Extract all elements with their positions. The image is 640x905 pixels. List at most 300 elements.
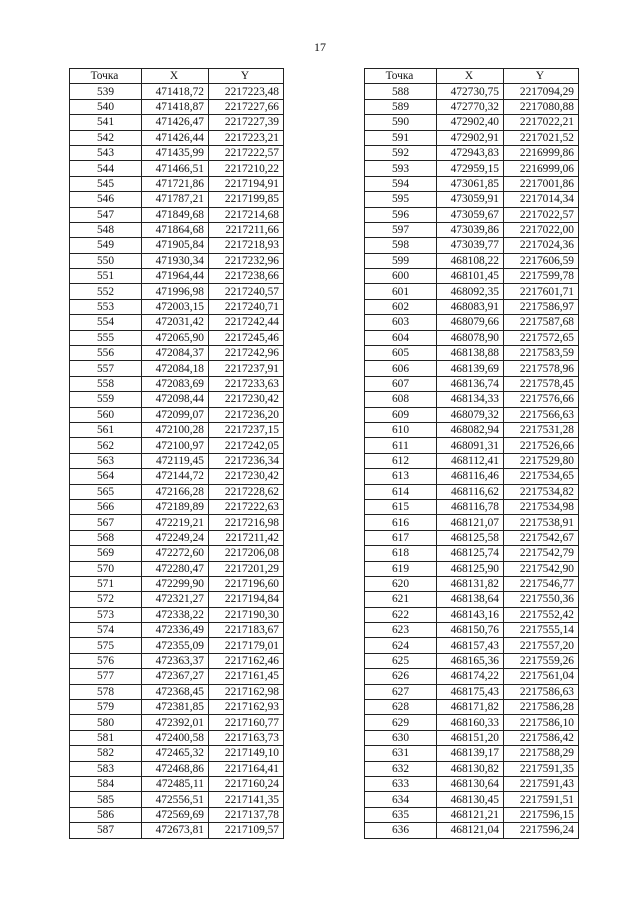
- cell-y: 2217218,93: [209, 238, 284, 253]
- cell-x: 472119,45: [142, 453, 209, 468]
- cell-y: 2217245,46: [209, 330, 284, 345]
- cell-point: 581: [70, 730, 142, 745]
- table-row: [365, 561, 579, 576]
- cell-y: 2217080,88: [504, 99, 579, 114]
- cell-x: 472673,81: [142, 823, 209, 838]
- table-row: [70, 376, 284, 391]
- cell-x: 473039,77: [437, 238, 504, 253]
- cell-point: 606: [365, 361, 437, 376]
- cell-point: 550: [70, 253, 142, 268]
- cell-y: 2217586,97: [504, 299, 579, 314]
- table-row: [365, 469, 579, 484]
- table-row: [365, 792, 579, 807]
- cell-point: 566: [70, 499, 142, 514]
- cell-point: 562: [70, 438, 142, 453]
- cell-point: 559: [70, 392, 142, 407]
- cell-point: 632: [365, 761, 437, 776]
- cell-point: 544: [70, 161, 142, 176]
- cell-y: 2217149,10: [209, 746, 284, 761]
- cell-point: 596: [365, 207, 437, 222]
- table-row: [365, 499, 579, 514]
- table-row: [70, 207, 284, 222]
- cell-point: 585: [70, 792, 142, 807]
- table-row: [70, 515, 284, 530]
- cell-point: 625: [365, 653, 437, 668]
- header-x: X: [142, 69, 209, 84]
- table-body-right: [365, 84, 579, 838]
- table-row: [70, 176, 284, 191]
- cell-x: 472299,90: [142, 576, 209, 591]
- cell-point: 549: [70, 238, 142, 253]
- cell-point: 621: [365, 592, 437, 607]
- cell-point: 595: [365, 192, 437, 207]
- cell-y: 2217022,21: [504, 115, 579, 130]
- cell-x: 472368,45: [142, 684, 209, 699]
- cell-x: 468101,45: [437, 269, 504, 284]
- cell-x: 468143,16: [437, 607, 504, 622]
- cell-x: 472569,69: [142, 807, 209, 822]
- cell-x: 468079,32: [437, 407, 504, 422]
- cell-point: 555: [70, 330, 142, 345]
- cell-point: 560: [70, 407, 142, 422]
- cell-x: 472065,90: [142, 330, 209, 345]
- header-y: Y: [504, 69, 579, 84]
- table-row: [365, 638, 579, 653]
- cell-y: 2217227,39: [209, 115, 284, 130]
- table-row: [70, 623, 284, 638]
- cell-y: 2217230,42: [209, 392, 284, 407]
- cell-point: 590: [365, 115, 437, 130]
- table-row: [365, 222, 579, 237]
- table-row: [70, 669, 284, 684]
- cell-x: 472355,09: [142, 638, 209, 653]
- header-x: X: [437, 69, 504, 84]
- cell-y: 2217606,59: [504, 253, 579, 268]
- cell-y: 2217240,71: [209, 299, 284, 314]
- table-row: [365, 253, 579, 268]
- cell-y: 2217601,71: [504, 284, 579, 299]
- cell-y: 2217233,63: [209, 376, 284, 391]
- cell-y: 2217591,43: [504, 776, 579, 791]
- table-row: [365, 623, 579, 638]
- cell-point: 630: [365, 730, 437, 745]
- table-row: [365, 592, 579, 607]
- cell-point: 540: [70, 99, 142, 114]
- table-row: [70, 746, 284, 761]
- cell-y: 2217211,66: [209, 222, 284, 237]
- table-row: [70, 438, 284, 453]
- cell-y: 2217190,30: [209, 607, 284, 622]
- cell-x: 472219,21: [142, 515, 209, 530]
- cell-x: 471864,68: [142, 222, 209, 237]
- cell-point: 614: [365, 484, 437, 499]
- cell-x: 468121,21: [437, 807, 504, 822]
- cell-x: 473059,67: [437, 207, 504, 222]
- table-row: [365, 84, 579, 99]
- cell-x: 468116,62: [437, 484, 504, 499]
- cell-y: 2217024,36: [504, 238, 579, 253]
- cell-point: 557: [70, 361, 142, 376]
- table-row: [70, 238, 284, 253]
- table-row: [365, 607, 579, 622]
- cell-y: 2217240,57: [209, 284, 284, 299]
- cell-point: 543: [70, 145, 142, 160]
- cell-y: 2217587,68: [504, 315, 579, 330]
- header-point: Точка: [70, 69, 142, 84]
- table-row: [365, 669, 579, 684]
- cell-x: 472730,75: [437, 84, 504, 99]
- table-row: [70, 546, 284, 561]
- cell-x: 472468,86: [142, 761, 209, 776]
- cell-y: 2217591,35: [504, 761, 579, 776]
- cell-y: 2217586,42: [504, 730, 579, 745]
- cell-point: 558: [70, 376, 142, 391]
- cell-x: 472321,27: [142, 592, 209, 607]
- cell-x: 472189,89: [142, 499, 209, 514]
- cell-point: 577: [70, 669, 142, 684]
- cell-x: 472280,47: [142, 561, 209, 576]
- cell-point: 552: [70, 284, 142, 299]
- cell-x: 468125,90: [437, 561, 504, 576]
- cell-y: 2217223,48: [209, 84, 284, 99]
- cell-point: 575: [70, 638, 142, 653]
- table-row: [70, 792, 284, 807]
- table-row: [70, 561, 284, 576]
- cell-point: 635: [365, 807, 437, 822]
- cell-y: 2217162,46: [209, 653, 284, 668]
- table-row: [70, 346, 284, 361]
- cell-y: 2217162,93: [209, 700, 284, 715]
- cell-y: 2217141,35: [209, 792, 284, 807]
- cell-x: 473059,91: [437, 192, 504, 207]
- cell-y: 2217578,96: [504, 361, 579, 376]
- cell-x: 468138,88: [437, 346, 504, 361]
- cell-point: 602: [365, 299, 437, 314]
- table-row: [70, 99, 284, 114]
- coordinates-table-left: [69, 68, 284, 839]
- cell-point: 570: [70, 561, 142, 576]
- table-row: [70, 484, 284, 499]
- cell-point: 546: [70, 192, 142, 207]
- cell-y: 2217238,66: [209, 269, 284, 284]
- table-row: [365, 207, 579, 222]
- cell-point: 608: [365, 392, 437, 407]
- table-row: [70, 222, 284, 237]
- cell-x: 472003,15: [142, 299, 209, 314]
- cell-x: 471721,86: [142, 176, 209, 191]
- cell-y: 2217216,98: [209, 515, 284, 530]
- cell-y: 2217552,42: [504, 607, 579, 622]
- table-row: [365, 145, 579, 160]
- cell-y: 2217542,67: [504, 530, 579, 545]
- cell-x: 472943,83: [437, 145, 504, 160]
- table-row: [70, 392, 284, 407]
- cell-y: 2217242,96: [209, 346, 284, 361]
- cell-point: 591: [365, 130, 437, 145]
- cell-x: 473061,85: [437, 176, 504, 191]
- cell-y: 2217022,00: [504, 222, 579, 237]
- header-row: [70, 69, 284, 84]
- cell-x: 471930,34: [142, 253, 209, 268]
- cell-y: 2217022,57: [504, 207, 579, 222]
- cell-y: 2217094,29: [504, 84, 579, 99]
- cell-y: 2217588,29: [504, 746, 579, 761]
- table-row: [365, 161, 579, 176]
- cell-point: 627: [365, 684, 437, 699]
- cell-point: 589: [365, 99, 437, 114]
- cell-y: 2217576,66: [504, 392, 579, 407]
- table-row: [70, 684, 284, 699]
- cell-x: 468139,17: [437, 746, 504, 761]
- cell-point: 616: [365, 515, 437, 530]
- cell-y: 2217534,98: [504, 499, 579, 514]
- table-row: [70, 576, 284, 591]
- cell-y: 2217194,84: [209, 592, 284, 607]
- cell-point: 626: [365, 669, 437, 684]
- cell-y: 2217137,78: [209, 807, 284, 822]
- cell-x: 471849,68: [142, 207, 209, 222]
- table-row: [365, 269, 579, 284]
- header-y: Y: [209, 69, 284, 84]
- table-row: [365, 700, 579, 715]
- cell-point: 563: [70, 453, 142, 468]
- cell-point: 547: [70, 207, 142, 222]
- cell-y: 2217596,24: [504, 823, 579, 838]
- cell-point: 548: [70, 222, 142, 237]
- table-row: [70, 700, 284, 715]
- cell-y: 2217596,15: [504, 807, 579, 822]
- cell-x: 471905,84: [142, 238, 209, 253]
- cell-point: 598: [365, 238, 437, 253]
- table-row: [70, 361, 284, 376]
- table-row: [365, 361, 579, 376]
- cell-x: 468116,78: [437, 499, 504, 514]
- cell-y: 2217242,05: [209, 438, 284, 453]
- cell-y: 2217546,77: [504, 576, 579, 591]
- table-row: [70, 130, 284, 145]
- cell-point: 561: [70, 422, 142, 437]
- cell-x: 468121,04: [437, 823, 504, 838]
- cell-y: 2217236,20: [209, 407, 284, 422]
- cell-point: 564: [70, 469, 142, 484]
- cell-point: 636: [365, 823, 437, 838]
- table-row: [365, 376, 579, 391]
- cell-x: 468092,35: [437, 284, 504, 299]
- cell-point: 620: [365, 576, 437, 591]
- cell-x: 468157,43: [437, 638, 504, 653]
- table-body-left: [70, 84, 284, 838]
- cell-y: 2217211,42: [209, 530, 284, 545]
- cell-y: 2217557,20: [504, 638, 579, 653]
- cell-point: 600: [365, 269, 437, 284]
- cell-point: 554: [70, 315, 142, 330]
- cell-point: 580: [70, 715, 142, 730]
- cell-y: 2217232,96: [209, 253, 284, 268]
- cell-x: 472249,24: [142, 530, 209, 545]
- table-row: [365, 715, 579, 730]
- cell-y: 2217542,90: [504, 561, 579, 576]
- cell-x: 472381,85: [142, 700, 209, 715]
- cell-point: 582: [70, 746, 142, 761]
- cell-y: 2217163,73: [209, 730, 284, 745]
- cell-x: 472363,37: [142, 653, 209, 668]
- table-row: [365, 99, 579, 114]
- cell-point: 551: [70, 269, 142, 284]
- table-row: [365, 653, 579, 668]
- cell-y: 2217529,80: [504, 453, 579, 468]
- cell-point: 623: [365, 623, 437, 638]
- cell-y: 2217534,65: [504, 469, 579, 484]
- table-row: [70, 330, 284, 345]
- table-row: [70, 84, 284, 99]
- table-row: [70, 776, 284, 791]
- cell-point: 542: [70, 130, 142, 145]
- cell-x: 468130,82: [437, 761, 504, 776]
- cell-point: 604: [365, 330, 437, 345]
- table-row: [365, 392, 579, 407]
- cell-y: 2216999,06: [504, 161, 579, 176]
- table-row: [70, 469, 284, 484]
- table-row: [70, 715, 284, 730]
- cell-y: 2217206,08: [209, 546, 284, 561]
- cell-point: 553: [70, 299, 142, 314]
- cell-y: 2217021,52: [504, 130, 579, 145]
- cell-point: 610: [365, 422, 437, 437]
- cell-y: 2217210,22: [209, 161, 284, 176]
- cell-point: 592: [365, 145, 437, 160]
- cell-x: 472465,32: [142, 746, 209, 761]
- cell-y: 2217227,66: [209, 99, 284, 114]
- cell-x: 472556,51: [142, 792, 209, 807]
- cell-point: 584: [70, 776, 142, 791]
- cell-point: 588: [365, 84, 437, 99]
- cell-x: 468134,33: [437, 392, 504, 407]
- cell-x: 468131,82: [437, 576, 504, 591]
- table-row: [365, 407, 579, 422]
- cell-x: 472400,58: [142, 730, 209, 745]
- cell-x: 468171,82: [437, 700, 504, 715]
- cell-x: 472166,28: [142, 484, 209, 499]
- cell-y: 2217230,42: [209, 469, 284, 484]
- cell-point: 574: [70, 623, 142, 638]
- cell-point: 569: [70, 546, 142, 561]
- cell-point: 605: [365, 346, 437, 361]
- cell-x: 471418,87: [142, 99, 209, 114]
- cell-point: 541: [70, 115, 142, 130]
- table-row: [70, 115, 284, 130]
- cell-y: 2217242,44: [209, 315, 284, 330]
- cell-point: 628: [365, 700, 437, 715]
- table-row: [365, 438, 579, 453]
- page-number: 17: [314, 40, 326, 54]
- cell-x: 471964,44: [142, 269, 209, 284]
- cell-point: 583: [70, 761, 142, 776]
- table-row: [70, 453, 284, 468]
- cell-point: 633: [365, 776, 437, 791]
- cell-y: 2217566,63: [504, 407, 579, 422]
- cell-x: 472770,32: [437, 99, 504, 114]
- cell-x: 472098,44: [142, 392, 209, 407]
- table-row: [365, 330, 579, 345]
- cell-point: 587: [70, 823, 142, 838]
- cell-x: 468139,69: [437, 361, 504, 376]
- table-row: [70, 192, 284, 207]
- cell-y: 2216999,86: [504, 145, 579, 160]
- cell-x: 471466,51: [142, 161, 209, 176]
- cell-y: 2217222,57: [209, 145, 284, 160]
- cell-y: 2217599,78: [504, 269, 579, 284]
- table-row: [365, 453, 579, 468]
- cell-point: 622: [365, 607, 437, 622]
- cell-point: 618: [365, 546, 437, 561]
- table-row: [365, 315, 579, 330]
- cell-x: 472100,97: [142, 438, 209, 453]
- cell-point: 539: [70, 84, 142, 99]
- table-row: [365, 422, 579, 437]
- cell-y: 2217179,01: [209, 638, 284, 653]
- cell-x: 472100,28: [142, 422, 209, 437]
- cell-y: 2217583,59: [504, 346, 579, 361]
- cell-x: 468108,22: [437, 253, 504, 268]
- table-row: [70, 299, 284, 314]
- cell-y: 2217164,41: [209, 761, 284, 776]
- cell-y: 2217223,21: [209, 130, 284, 145]
- cell-y: 2217572,65: [504, 330, 579, 345]
- cell-y: 2217538,91: [504, 515, 579, 530]
- table-row: [70, 253, 284, 268]
- table-row: [70, 761, 284, 776]
- cell-x: 472084,37: [142, 346, 209, 361]
- cell-x: 468130,45: [437, 792, 504, 807]
- cell-x: 472336,49: [142, 623, 209, 638]
- cell-y: 2217531,28: [504, 422, 579, 437]
- cell-y: 2217228,62: [209, 484, 284, 499]
- cell-x: 472084,18: [142, 361, 209, 376]
- cell-point: 629: [365, 715, 437, 730]
- table-row: [365, 746, 579, 761]
- cell-x: 472959,15: [437, 161, 504, 176]
- cell-x: 472485,11: [142, 776, 209, 791]
- table-row: [365, 299, 579, 314]
- cell-point: 578: [70, 684, 142, 699]
- cell-point: 611: [365, 438, 437, 453]
- cell-y: 2217236,34: [209, 453, 284, 468]
- table-row: [365, 192, 579, 207]
- cell-x: 468091,31: [437, 438, 504, 453]
- cell-y: 2217194,91: [209, 176, 284, 191]
- table-row: [70, 161, 284, 176]
- cell-x: 473039,86: [437, 222, 504, 237]
- cell-y: 2217526,66: [504, 438, 579, 453]
- cell-y: 2217578,45: [504, 376, 579, 391]
- table-row: [70, 407, 284, 422]
- table-row: [365, 176, 579, 191]
- cell-x: 472144,72: [142, 469, 209, 484]
- cell-x: 471426,47: [142, 115, 209, 130]
- cell-x: 471996,98: [142, 284, 209, 299]
- cell-y: 2217014,34: [504, 192, 579, 207]
- cell-y: 2217550,36: [504, 592, 579, 607]
- table-row: [70, 315, 284, 330]
- cell-y: 2217555,14: [504, 623, 579, 638]
- cell-x: 472272,60: [142, 546, 209, 561]
- table-row: [365, 346, 579, 361]
- cell-x: 468130,64: [437, 776, 504, 791]
- cell-point: 609: [365, 407, 437, 422]
- cell-x: 468175,43: [437, 684, 504, 699]
- cell-x: 468078,90: [437, 330, 504, 345]
- cell-y: 2217542,79: [504, 546, 579, 561]
